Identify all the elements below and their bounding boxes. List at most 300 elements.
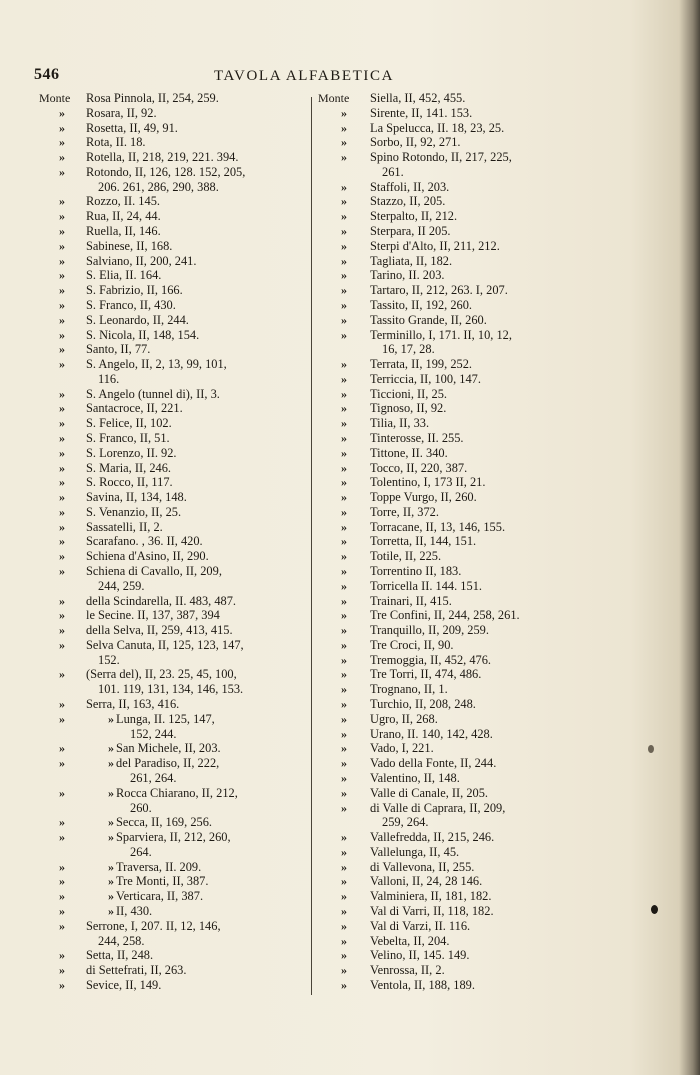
index-entry: [30, 905, 315, 920]
index-entry: [318, 491, 618, 506]
index-entry: [318, 728, 618, 743]
ditto-mark: »: [341, 844, 347, 859]
entry-text: del Paradiso, II, 222,: [116, 756, 220, 771]
ditto-mark: »: [59, 815, 65, 830]
entry-text: Valminiera, II, 181, 182.: [370, 889, 492, 904]
ditto-mark: »: [59, 963, 65, 978]
index-entry: [30, 964, 315, 979]
index-entry: [30, 506, 315, 521]
entry-text: Val di Varzi, II. 116.: [370, 918, 471, 933]
entry-text: Spino Rotondo, II, 217, 225,: [370, 150, 512, 165]
index-entry: [30, 920, 315, 935]
index-column-right: [318, 92, 618, 994]
index-entry: [30, 639, 315, 654]
entry-text: Lunga, II. 125, 147,: [116, 711, 215, 726]
index-entry: [318, 935, 618, 950]
entry-heading-word: Monte: [318, 91, 350, 105]
index-entry: [318, 654, 618, 669]
entry-text: Schiena d'Asino, II, 290.: [86, 549, 209, 564]
ditto-mark: »: [341, 135, 347, 150]
ditto-mark: »: [59, 874, 65, 889]
index-entry: [318, 284, 618, 299]
index-entry: [318, 609, 618, 624]
entry-heading-word: Monte: [39, 91, 71, 105]
index-entry: [318, 846, 618, 861]
index-column-left: [30, 92, 315, 994]
index-entry: [30, 373, 315, 388]
ditto-mark: »: [59, 623, 65, 638]
index-entry: [30, 255, 315, 270]
ditto-mark: »: [59, 948, 65, 963]
ditto-mark: »: [59, 194, 65, 209]
entry-text: Tagliata, II, 182.: [370, 253, 453, 268]
entry-text: Tranquillo, II, 209, 259.: [370, 623, 489, 638]
ditto-mark: »: [341, 283, 347, 298]
ditto-mark: »: [59, 430, 65, 445]
ditto-mark: »: [341, 401, 347, 416]
index-entry: [30, 388, 315, 403]
index-entry: [30, 269, 315, 284]
ditto-mark: »: [341, 667, 347, 682]
index-entry: [30, 979, 315, 994]
entry-text: 206. 261, 286, 290, 388.: [98, 179, 219, 194]
entry-text: Sterpalto, II, 212.: [370, 209, 458, 224]
index-entry: [318, 432, 618, 447]
index-entry: [318, 639, 618, 654]
page-spot: [648, 745, 654, 753]
index-entry: [30, 861, 315, 876]
index-entry: [318, 358, 618, 373]
entry-text: Rozzo, II. 145.: [86, 194, 160, 209]
entry-text: Sirente, II, 141. 153.: [370, 105, 473, 120]
index-entry: [318, 757, 618, 772]
index-entry: [30, 772, 315, 787]
index-entry: [30, 476, 315, 491]
entry-text: (Serra del), II, 23. 25, 45, 100,: [86, 667, 237, 682]
index-entry: [30, 358, 315, 373]
ditto-mark: »: [59, 564, 65, 578]
index-entry: [30, 299, 315, 314]
index-entry: [318, 742, 618, 757]
entry-text: Santo, II, 77.: [86, 342, 151, 357]
entry-text: Ticcioni, II, 25.: [370, 386, 447, 401]
index-entry: [30, 668, 315, 683]
ditto-mark: »: [341, 756, 347, 771]
ditto-mark-inner: »: [108, 903, 114, 918]
ditto-mark: »: [341, 179, 347, 194]
ditto-mark: »: [59, 150, 65, 165]
entry-text: S. Maria, II, 246.: [86, 460, 171, 475]
entry-text: Vado, I, 221.: [370, 741, 434, 756]
ditto-mark-inner: »: [108, 874, 114, 889]
ditto-mark: »: [59, 475, 65, 490]
ditto-mark: »: [341, 105, 347, 120]
ditto-mark-inner: »: [108, 815, 114, 830]
entry-text: Valentino, II, 148.: [370, 770, 460, 785]
entry-text: Sassatelli, II, 2.: [86, 519, 163, 534]
index-entry: [318, 417, 618, 432]
ditto-mark: »: [341, 889, 347, 904]
entry-text: Tittone, II. 340.: [370, 445, 448, 460]
entry-text: Valloni, II, 24, 28 146.: [370, 874, 483, 889]
ditto-mark: »: [59, 238, 65, 253]
entry-text: Sabinese, II, 168.: [86, 238, 173, 253]
ditto-mark: »: [59, 608, 65, 623]
entry-text: S. Rocco, II, 117.: [86, 475, 173, 490]
index-entry: [30, 890, 315, 905]
ditto-mark: »: [341, 312, 347, 327]
entry-text: Tartaro, II, 212, 263. I, 207.: [370, 283, 508, 298]
entry-text: Ventola, II, 188, 189.: [370, 977, 475, 992]
entry-text: Tocco, II, 220, 387.: [370, 460, 468, 475]
index-entry: [318, 107, 618, 122]
index-entry: [30, 432, 315, 447]
entry-text: S. Felice, II, 102.: [86, 416, 172, 431]
ditto-mark: »: [341, 475, 347, 490]
index-entry: [318, 343, 618, 358]
index-entry: [30, 417, 315, 432]
entry-text: Trainari, II, 415.: [370, 593, 452, 608]
entry-text: Setta, II, 248.: [86, 948, 154, 963]
index-entry: [318, 506, 618, 521]
entry-text: Rocca Chiarano, II, 212,: [116, 785, 238, 800]
entry-text: Siella, II, 452, 455.: [370, 91, 466, 105]
ditto-mark: »: [341, 785, 347, 800]
ditto-mark: »: [59, 312, 65, 327]
index-entry: [318, 905, 618, 920]
entry-text: Secca, II, 169, 256.: [116, 815, 212, 830]
ditto-mark: »: [341, 445, 347, 460]
entry-text: Vebelta, II, 204.: [370, 933, 450, 948]
index-entry: [30, 802, 315, 817]
ditto-mark: »: [59, 401, 65, 416]
index-entry: [318, 698, 618, 713]
ditto-mark: »: [59, 224, 65, 239]
ditto-mark: »: [59, 859, 65, 874]
entry-text: Tre Croci, II, 90.: [370, 637, 454, 652]
index-entry: [30, 565, 315, 580]
index-entry: [318, 136, 618, 151]
ditto-mark: »: [341, 726, 347, 741]
entry-text: Rosa Pinnola, II, 254, 259.: [86, 91, 219, 105]
ditto-mark: »: [59, 830, 65, 845]
entry-text: La Spelucca, II. 18, 23, 25.: [370, 120, 505, 135]
page-spot: [651, 905, 658, 914]
entry-text: Torracane, II, 13, 146, 155.: [370, 519, 506, 534]
entry-text: Val di Varri, II, 118, 182.: [370, 903, 494, 918]
index-entry: [30, 609, 315, 624]
entry-text: 260.: [130, 800, 152, 815]
ditto-mark: »: [59, 164, 65, 179]
index-entry: [30, 935, 315, 950]
entry-text: le Secine. II, 137, 387, 394: [86, 608, 220, 623]
entry-text: 261, 264.: [130, 770, 177, 785]
ditto-mark: »: [59, 756, 65, 771]
index-entry: [30, 787, 315, 802]
index-entry: [30, 831, 315, 846]
ditto-mark: »: [59, 504, 65, 519]
entry-text: Toppe Vurgo, II, 260.: [370, 490, 477, 505]
index-entry: [318, 388, 618, 403]
index-entry: [318, 447, 618, 462]
ditto-mark: »: [341, 534, 347, 549]
index-entry: [30, 713, 315, 728]
ditto-mark: »: [341, 357, 347, 372]
ditto-mark: »: [341, 209, 347, 224]
ditto-mark: »: [341, 430, 347, 445]
entry-text: Torricella II. 144. 151.: [370, 578, 482, 593]
entry-text: Torrentino II, 183.: [370, 564, 462, 578]
entry-text: Terriccia, II, 100, 147.: [370, 371, 481, 386]
entry-text: S. Angelo (tunnel di), II, 3.: [86, 386, 220, 401]
index-entry: [30, 595, 315, 610]
index-entry: [30, 742, 315, 757]
entry-text: S. Nicola, II, 148, 154.: [86, 327, 200, 342]
index-entry: [30, 402, 315, 417]
ditto-mark: »: [59, 253, 65, 268]
entry-text: Rosara, II, 92.: [86, 105, 157, 120]
ditto-mark: »: [341, 800, 347, 815]
index-entry: [318, 668, 618, 683]
index-entry: [318, 462, 618, 477]
entry-text: Tilia, II, 33.: [370, 416, 430, 431]
entry-text: Salviano, II, 200, 241.: [86, 253, 197, 268]
index-entry: [30, 816, 315, 831]
ditto-mark: »: [341, 519, 347, 534]
entry-text: 152.: [98, 652, 120, 667]
index-entry: [318, 787, 618, 802]
entry-text: Schiena di Cavallo, II, 209,: [86, 564, 222, 578]
entry-text: Rotella, II, 218, 219, 221. 394.: [86, 150, 239, 165]
entry-text: Totile, II, 225.: [370, 549, 442, 564]
ditto-mark: »: [341, 504, 347, 519]
ditto-mark: »: [341, 977, 347, 992]
entry-text: Rosetta, II, 49, 91.: [86, 120, 178, 135]
ditto-mark: »: [341, 297, 347, 312]
entry-text: S. Angelo, II, 2, 13, 99, 101,: [86, 357, 227, 372]
ditto-mark: »: [341, 371, 347, 386]
ditto-mark: »: [59, 977, 65, 992]
index-entry: [30, 343, 315, 358]
index-entry: [318, 550, 618, 565]
index-entry: [318, 920, 618, 935]
entry-text: Sorbo, II, 92, 271.: [370, 135, 461, 150]
entry-text: Rota, II. 18.: [86, 135, 146, 150]
entry-text: Traversa, II. 209.: [116, 859, 202, 874]
entry-text: Vallelunga, II, 45.: [370, 844, 460, 859]
entry-text: 152, 244.: [130, 726, 177, 741]
entry-text: Sparviera, II, 212, 260,: [116, 830, 231, 845]
entry-text: Tignoso, II, 92.: [370, 401, 447, 416]
ditto-mark: »: [341, 963, 347, 978]
ditto-mark: »: [59, 105, 65, 120]
entry-text: Savina, II, 134, 148.: [86, 490, 187, 505]
ditto-mark: »: [59, 490, 65, 505]
ditto-mark: »: [59, 120, 65, 135]
ditto-mark: »: [59, 209, 65, 224]
entry-text: Tarino, II. 203.: [370, 268, 445, 283]
ditto-mark: »: [59, 460, 65, 475]
entry-text: Stazzo, II, 205.: [370, 194, 446, 209]
ditto-mark: »: [341, 608, 347, 623]
entry-text: Venrossa, II, 2.: [370, 963, 445, 978]
ditto-mark: »: [59, 327, 65, 342]
ditto-mark: »: [59, 667, 65, 682]
index-entry: [30, 949, 315, 964]
ditto-mark: »: [341, 697, 347, 712]
entry-text: Tassito, II, 192, 260.: [370, 297, 473, 312]
entry-text: 116.: [98, 371, 120, 386]
page-number: 546: [34, 66, 60, 83]
ditto-mark: »: [341, 564, 347, 578]
index-entry: [30, 698, 315, 713]
entry-text: Sevice, II, 149.: [86, 977, 162, 992]
ditto-mark-inner: »: [108, 711, 114, 726]
index-entry: [30, 654, 315, 669]
index-entry: [30, 122, 315, 137]
ditto-mark-inner: »: [108, 785, 114, 800]
index-entry: [30, 136, 315, 151]
index-entry: [30, 151, 315, 166]
entry-text: Sterpara, II 205.: [370, 224, 451, 239]
ditto-mark: »: [341, 770, 347, 785]
index-entry: [318, 875, 618, 890]
index-entry: [318, 314, 618, 329]
ditto-mark: »: [59, 268, 65, 283]
ditto-mark: »: [341, 682, 347, 697]
entry-text: Selva Canuta, II, 125, 123, 147,: [86, 637, 244, 652]
index-entry: [318, 861, 618, 876]
index-entry: [318, 802, 618, 817]
entry-text: 244, 259.: [98, 578, 145, 593]
entry-text: Serrone, I, 207. II, 12, 146,: [86, 918, 221, 933]
index-entry: [30, 683, 315, 698]
entry-text: Santacroce, II, 221.: [86, 401, 183, 416]
ditto-mark: »: [59, 903, 65, 918]
ditto-mark: »: [59, 135, 65, 150]
entry-text: Turchio, II, 208, 248.: [370, 697, 476, 712]
index-entry: [318, 373, 618, 388]
index-entry: [30, 728, 315, 743]
ditto-mark: »: [341, 711, 347, 726]
ditto-mark: »: [59, 711, 65, 726]
index-entry: [318, 181, 618, 196]
entry-text: della Selva, II, 259, 413, 415.: [86, 623, 233, 638]
ditto-mark: »: [341, 830, 347, 845]
ditto-mark: »: [59, 741, 65, 756]
entry-text: Sterpi d'Alto, II, 211, 212.: [370, 238, 500, 253]
entry-text: S. Leonardo, II, 244.: [86, 312, 189, 327]
index-entry: [318, 890, 618, 905]
index-entry: [30, 875, 315, 890]
index-entry: [30, 195, 315, 210]
index-entry: [30, 846, 315, 861]
entry-text: S. Lorenzo, II. 92.: [86, 445, 177, 460]
entry-text: Staffoli, II, 203.: [370, 179, 450, 194]
ditto-mark: »: [59, 889, 65, 904]
ditto-mark: »: [341, 238, 347, 253]
entry-text: Tre Monti, II, 387.: [116, 874, 209, 889]
ditto-mark: »: [341, 490, 347, 505]
ditto-mark: »: [59, 697, 65, 712]
ditto-mark: »: [341, 224, 347, 239]
page-title: TAVOLA ALFABETICA: [214, 68, 395, 84]
entry-text: S. Franco, II, 51.: [86, 430, 170, 445]
ditto-mark-inner: »: [108, 741, 114, 756]
index-entry: [318, 151, 618, 166]
entry-text: Torretta, II, 144, 151.: [370, 534, 477, 549]
index-entry: [30, 240, 315, 255]
ditto-mark: »: [341, 549, 347, 564]
ditto-mark: »: [59, 549, 65, 564]
index-entry: [318, 979, 618, 994]
index-entry: [318, 92, 618, 107]
ditto-mark: »: [341, 637, 347, 652]
index-entry: [318, 816, 618, 831]
ditto-mark: »: [341, 194, 347, 209]
entry-text: 261.: [382, 164, 404, 179]
entry-text: di Vallevona, II, 255.: [370, 859, 475, 874]
entry-text: Tre Torri, II, 474, 486.: [370, 667, 482, 682]
entry-text: 264.: [130, 844, 152, 859]
ditto-mark: »: [341, 327, 347, 342]
entry-text: Tre Confini, II, 244, 258, 261.: [370, 608, 520, 623]
ditto-mark: »: [341, 416, 347, 431]
entry-text: Valle di Canale, II, 205.: [370, 785, 489, 800]
index-entry: [30, 521, 315, 536]
index-entry: [318, 964, 618, 979]
ditto-mark: »: [59, 593, 65, 608]
entry-text: Verticara, II, 387.: [116, 889, 204, 904]
entry-text: San Michele, II, 203.: [116, 741, 221, 756]
index-entry: [318, 476, 618, 491]
index-entry: [318, 210, 618, 225]
ditto-mark-inner: »: [108, 830, 114, 845]
entry-text: 244, 258.: [98, 933, 145, 948]
ditto-mark: »: [59, 519, 65, 534]
entry-text: Trognano, II, 1.: [370, 682, 448, 697]
ditto-mark: »: [59, 445, 65, 460]
ditto-mark-inner: »: [108, 889, 114, 904]
entry-text: S. Fabrizio, II, 166.: [86, 283, 183, 298]
ditto-mark-inner: »: [108, 859, 114, 874]
index-entry: [318, 580, 618, 595]
entry-text: 259, 264.: [382, 815, 429, 830]
index-entry: [318, 565, 618, 580]
index-entry: [318, 772, 618, 787]
index-entry: [318, 402, 618, 417]
ditto-mark: »: [59, 357, 65, 372]
index-entry: [30, 580, 315, 595]
ditto-mark: »: [341, 948, 347, 963]
entry-text: S. Elia, II. 164.: [86, 268, 162, 283]
index-entry: [318, 269, 618, 284]
ditto-mark: »: [341, 460, 347, 475]
index-entry: [30, 757, 315, 772]
index-entry: [318, 329, 618, 344]
index-entry: [318, 166, 618, 181]
ditto-mark: »: [341, 623, 347, 638]
index-entry: [30, 210, 315, 225]
index-entry: [318, 299, 618, 314]
index-entry: [318, 195, 618, 210]
index-entry: [30, 314, 315, 329]
ditto-mark: »: [341, 903, 347, 918]
entry-text: 101. 119, 131, 134, 146, 153.: [98, 682, 244, 697]
entry-text: Scarafano. , 36. II, 420.: [86, 534, 203, 549]
ditto-mark: »: [59, 342, 65, 357]
ditto-mark: »: [59, 416, 65, 431]
